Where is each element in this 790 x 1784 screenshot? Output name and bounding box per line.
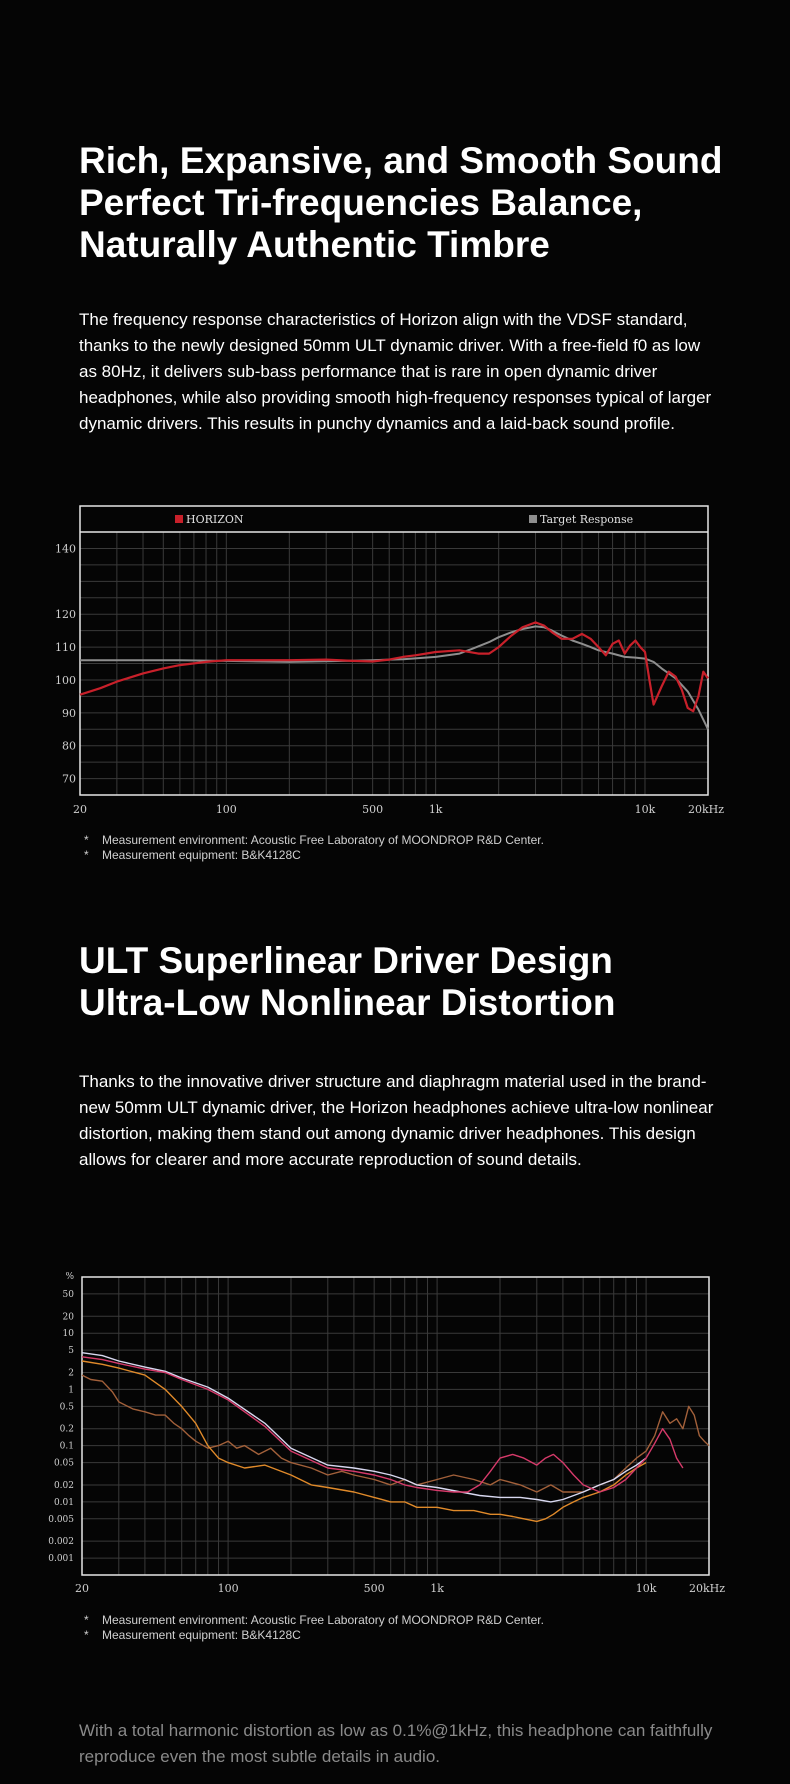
y-tick-label: 0.001: [48, 1554, 74, 1565]
x-tick-label: 20: [75, 1582, 89, 1595]
y-tick-label: 110: [55, 641, 76, 655]
series-line: [82, 1353, 646, 1502]
y-tick-label: 1: [68, 1385, 74, 1396]
y-tick-label: 10: [62, 1329, 74, 1340]
x-tick-label: 1k: [428, 803, 443, 816]
chart2-notes: [84, 1613, 544, 1643]
chart-frame: [82, 1277, 709, 1575]
y-tick-label: 120: [55, 608, 76, 622]
note-environment: * Measurement environment: Acoustic Free Laboratory of MOONDROP R&D Center.: [84, 833, 544, 847]
section1-paragraph: The frequency response characteristics of Horizon align with the VDSF standard, thanks to the newly designed 50mm ULT dynamic driver. With a free-field f0 as low as 80Hz, it delivers sub-bass performance that is rare in open dynamic driver headphones, while also providing smooth high-frequency responses typical of larger dynamic drivers. This results in punchy dynamics and a laid-back sound profile.: [79, 310, 712, 433]
legend-swatch: [529, 515, 537, 523]
x-tick-label: 20kHz: [689, 1582, 726, 1595]
heading-line: Naturally Authentic Timbre: [79, 224, 550, 265]
x-tick-label: 100: [215, 803, 237, 816]
y-tick-label: 0.002: [48, 1537, 74, 1548]
section2-heading: [79, 940, 759, 1024]
x-tick-label: 10k: [635, 1582, 657, 1595]
y-tick-label: 2: [68, 1368, 74, 1379]
legend-swatch: [175, 515, 183, 523]
x-tick-label: 20kHz: [688, 803, 725, 816]
series-line: [82, 1357, 683, 1492]
x-tick-label: 1k: [430, 1582, 444, 1595]
x-tick-label: 10k: [634, 803, 656, 816]
distortion-chart: [0, 1265, 790, 1600]
series-line: [80, 626, 708, 729]
y-tick-label: 50: [62, 1289, 74, 1300]
legend-label: Target Response: [540, 513, 634, 526]
y-tick-label: 0.2: [59, 1424, 74, 1435]
section2-paragraph: Thanks to the innovative driver structure and diaphragm material used in the brand-new 50mm ULT dynamic driver, the Horizon headphones achieve ultra-low nonlinear distortion, making them stand out among dynamic driver headphones. This design allows for clearer and more accurate reproduction of sound details.: [79, 1072, 714, 1169]
heading-line: Perfect Tri-frequencies Balance,: [79, 182, 643, 223]
y-tick-label: 140: [55, 542, 76, 556]
y-tick-label: 0.005: [48, 1514, 74, 1525]
section1-heading: [79, 140, 759, 266]
heading-line: ULT Superlinear Driver Design: [79, 940, 613, 981]
series-line: [80, 622, 708, 711]
heading-line: Rich, Expansive, and Smooth Sound: [79, 140, 723, 181]
series-line: [82, 1375, 709, 1492]
x-tick-label: 20: [73, 803, 87, 816]
frequency-response-chart: [0, 500, 790, 830]
chart1-notes: [84, 833, 544, 863]
x-tick-label: 500: [363, 1582, 385, 1595]
y-tick-label: 0.01: [53, 1497, 74, 1508]
series-line: [82, 1361, 646, 1521]
y-axis-unit: %: [65, 1272, 74, 1282]
y-tick-label: 80: [62, 739, 76, 753]
y-tick-label: 20: [62, 1312, 74, 1323]
y-tick-label: 5: [68, 1346, 74, 1357]
y-tick-label: 0.1: [59, 1441, 74, 1452]
closing-statement: With a total harmonic distortion as low as 0.1%@1kHz, this headphone can faithfully reproduce even the most subtle details in audio.: [79, 1721, 713, 1766]
y-tick-label: 70: [62, 772, 76, 786]
y-tick-label: 90: [62, 706, 76, 720]
y-tick-label: 0.05: [53, 1458, 74, 1469]
y-tick-label: 100: [55, 673, 76, 687]
legend-label: HORIZON: [186, 513, 244, 526]
x-tick-label: 500: [362, 803, 384, 816]
heading-line: Ultra-Low Nonlinear Distortion: [79, 982, 616, 1023]
note-equipment: * Measurement equipment: B&K4128C: [84, 1628, 301, 1642]
note-equipment: * Measurement equipment: B&K4128C: [84, 848, 301, 862]
y-tick-label: 0.02: [53, 1480, 74, 1491]
chart-frame: [80, 506, 708, 795]
note-environment: * Measurement environment: Acoustic Free Laboratory of MOONDROP R&D Center.: [84, 1613, 544, 1627]
x-tick-label: 100: [217, 1582, 239, 1595]
y-tick-label: 0.5: [59, 1402, 74, 1413]
